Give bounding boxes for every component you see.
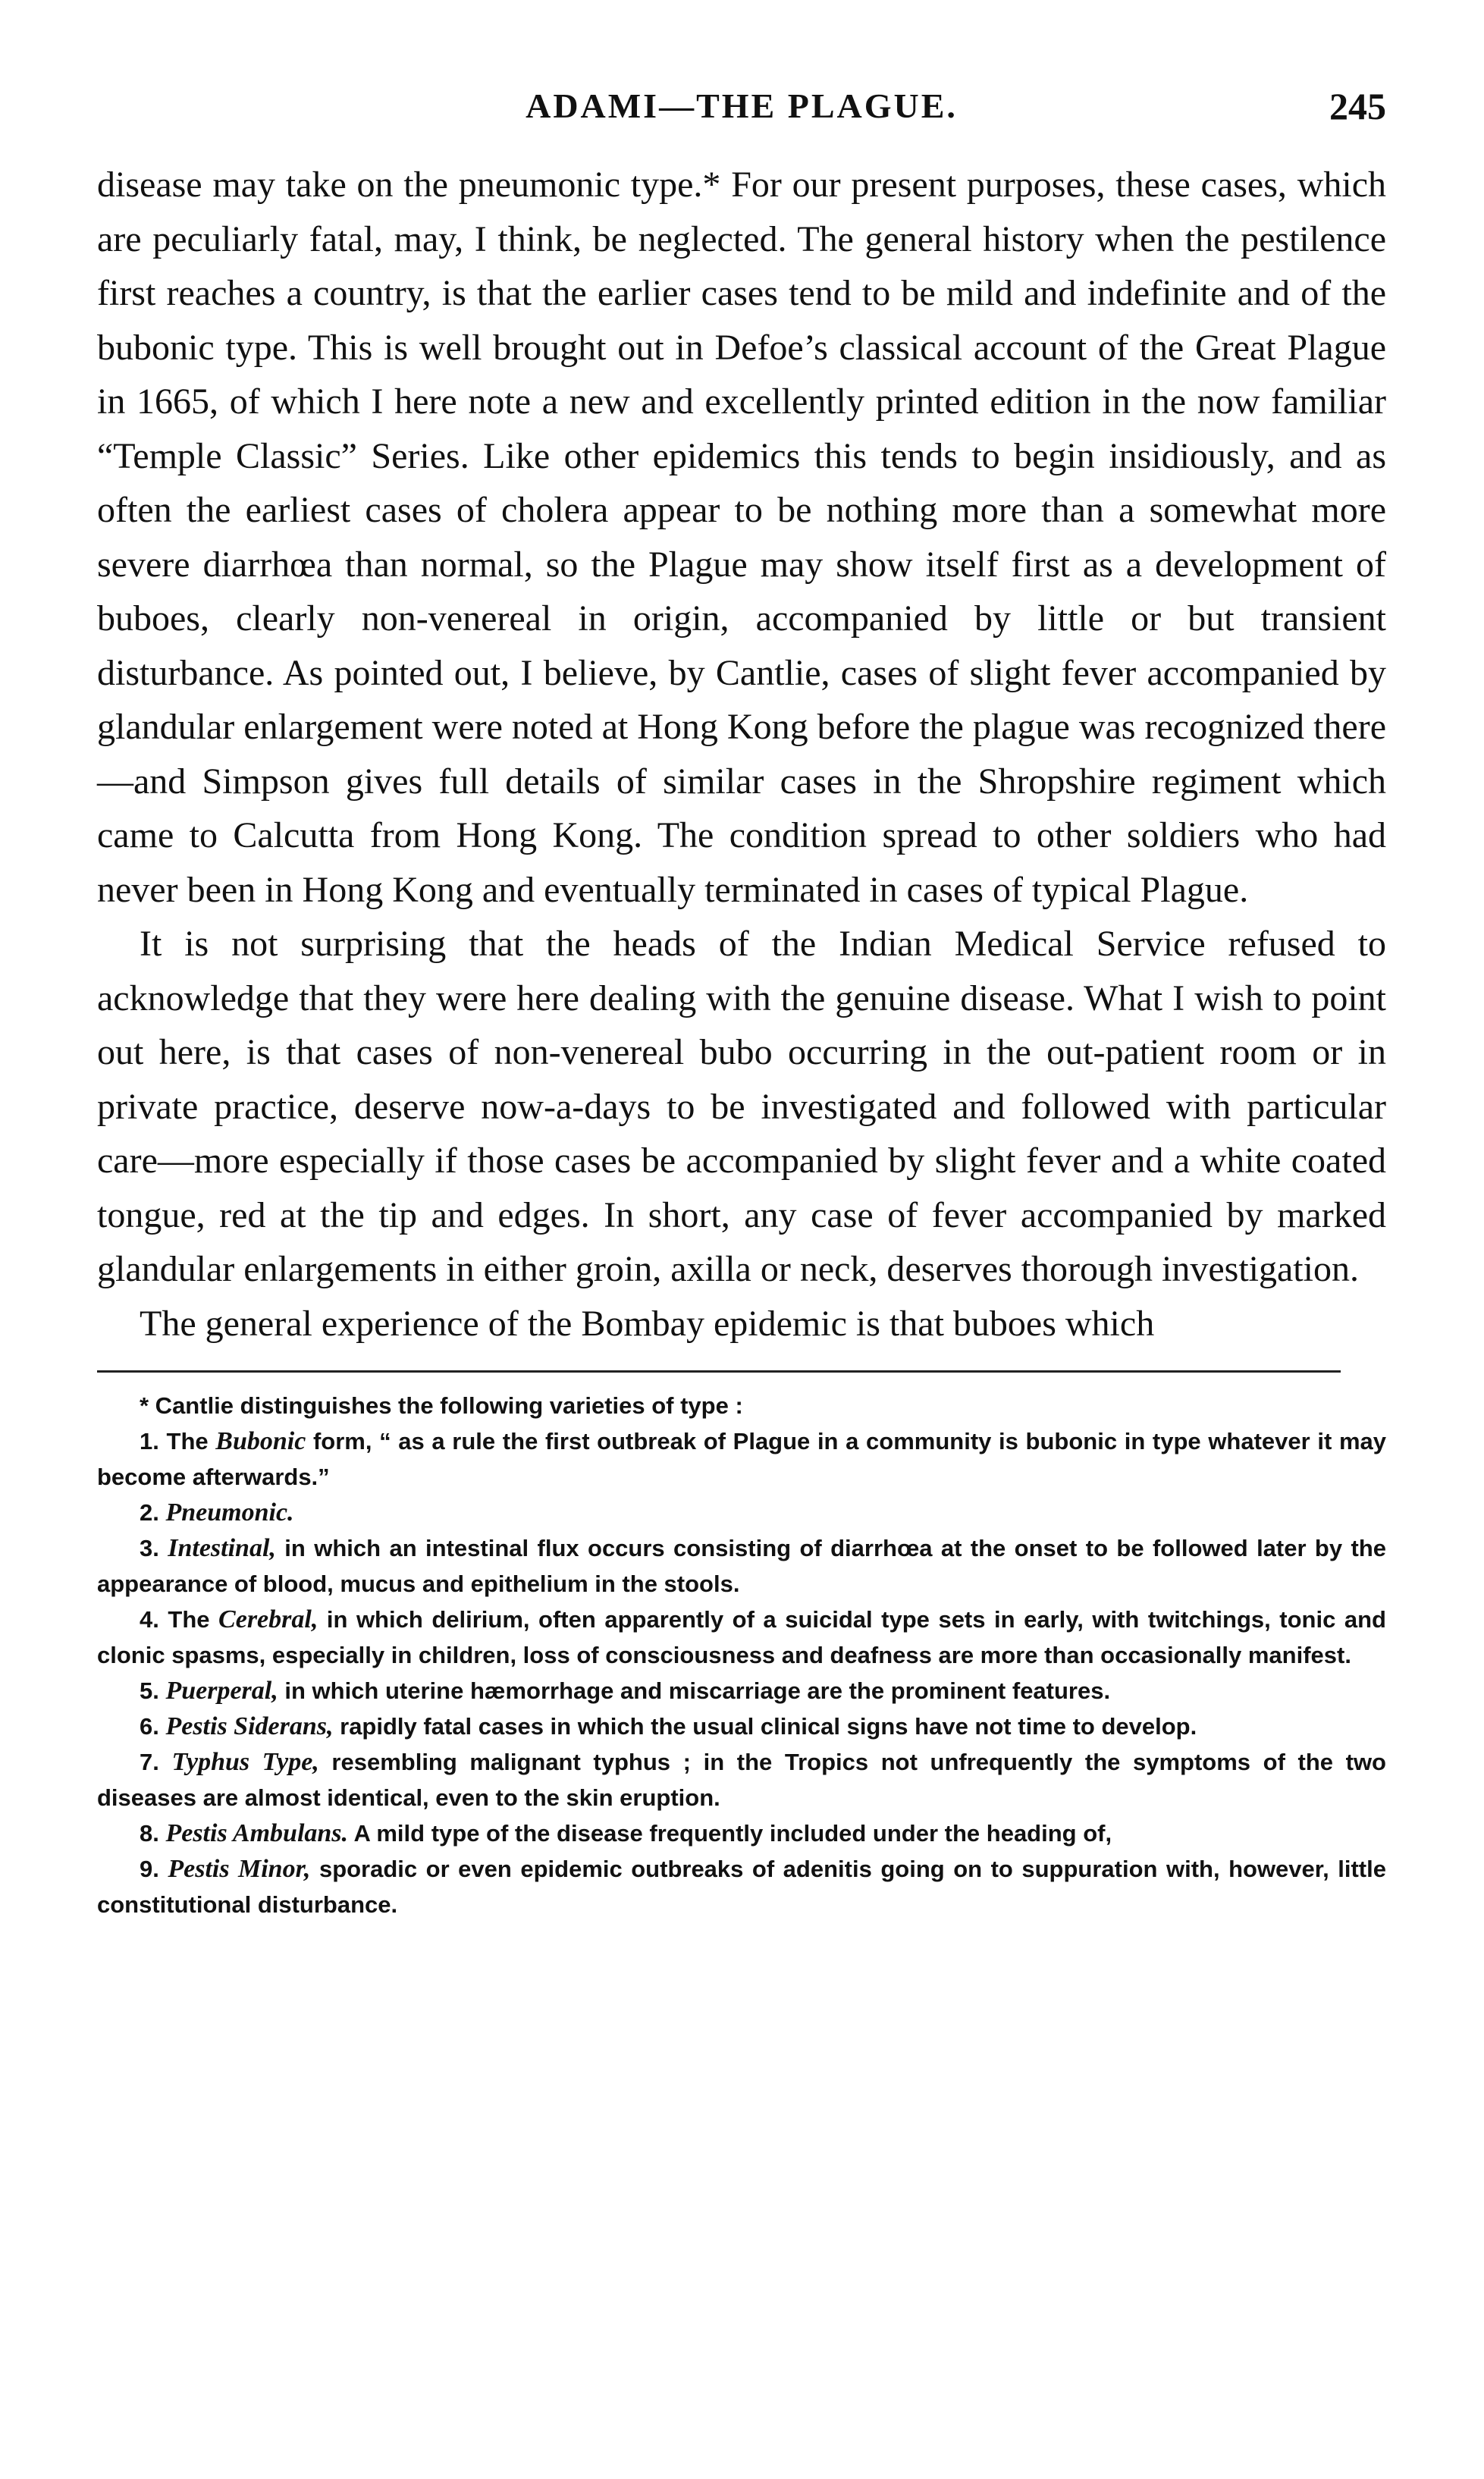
footnote-item [97, 1495, 1386, 1530]
footnote-number: 5. [140, 1677, 166, 1704]
footnote-text: form, “ as a rule the first outbreak of Plague in a community is bubonic in type whatever it may become afterwards.” [97, 1428, 1386, 1490]
footnote-term: Pestis Minor, [168, 1855, 311, 1883]
footnote-text: in which delirium, often apparently of a suicidal type sets in early, with twitchings, tonic and clonic spasms, especially in children, loss of consciousness and deafness are more than occasionally manifest. [97, 1606, 1386, 1668]
running-title: ADAMI—THE PLAGUE. [526, 86, 958, 125]
footnote-text: resembling malignant typhus ; in the Tropics not unfrequently the symptoms of the two diseases are almost identical, even to the skin eruption. [97, 1749, 1386, 1811]
footnote-text: in which uterine hæmorrhage and miscarriage are the prominent features. [278, 1677, 1111, 1704]
footnote-number: 7. [140, 1749, 172, 1775]
paragraph-3: The general experience of the Bombay epidemic is that buboes which [140, 1303, 1155, 1344]
page-number: 245 [1329, 85, 1386, 127]
footnote-term: Pestis Siderans, [165, 1712, 334, 1740]
footnote-text: A mild type of the disease frequently included under the heading of, [348, 1820, 1112, 1847]
footnote-number: 1. The [140, 1428, 216, 1454]
footnote-item [97, 1815, 1386, 1851]
footnote-rule [97, 1370, 1341, 1373]
running-head [97, 76, 1386, 137]
footnote-term: Typhus Type, [171, 1748, 319, 1776]
footnote-number: 9. [140, 1856, 168, 1882]
footnote-term: Pestis Ambulans. [165, 1819, 349, 1847]
footnote-term: Intestinal, [168, 1534, 276, 1562]
footnote-number: 8. [140, 1820, 166, 1847]
footnote-item [97, 1744, 1386, 1815]
footnote-term: Pneumonic. [165, 1498, 294, 1527]
footnote-item [97, 1709, 1386, 1744]
footnote-number: 6. [140, 1713, 166, 1740]
footnote-number: 3. [140, 1535, 168, 1561]
footnote-item [97, 1530, 1386, 1602]
footnote-item [97, 1602, 1386, 1673]
footnote-text: rapidly fatal cases in which the usual clinical signs have not time to develop. [333, 1713, 1197, 1740]
footnote-item [97, 1423, 1386, 1495]
footnote-text: sporadic or even epidemic outbreaks of adenitis going on to suppuration with, however, little constitutional disturbance. [97, 1856, 1386, 1918]
paragraph-2: It is not surprising that the heads of the Indian Medical Service refused to acknowledge that they were here dealing with the genuine disease. What I wish to point out here, is that cases of non-venereal bubo occurring in the out-patient room or in private practice, deserve now-a-days to be investigated and followed with particular care—more especially if those cases be accompanied by slight fever and a white coated tongue, red at the tip and edges. In short, any case of fever accompanied by marked glandular enlargements in either groin, axilla or neck, deserves thorough investigation. [97, 924, 1386, 1289]
footnote-number: 2. [140, 1499, 166, 1526]
footnote-item [97, 1851, 1386, 1922]
footnote-term: Puerperal, [165, 1677, 278, 1705]
footnote-term: Bubonic [215, 1427, 306, 1455]
footnote-term: Cerebral, [218, 1605, 318, 1633]
footnote-item [97, 1673, 1386, 1709]
body-text [97, 158, 1386, 1351]
footnote-intro: * Cantlie distinguishes the following varieties of type : [140, 1392, 743, 1419]
footnote-number: 4. The [140, 1606, 219, 1633]
footnote-text: in which an intestinal flux occurs consisting of diarrhœa at the onset to be followed later by the appearance of blood, mucus and epithelium in the stools. [97, 1535, 1386, 1597]
footnotes [97, 1388, 1386, 1922]
book-page [97, 76, 1386, 1922]
paragraph-1: disease may take on the pneumonic type.* For our present purposes, these cases, which are peculiarly fatal, may, I think, be neglected. The general history when the pestilence first reaches a country, is that the earlier cases tend to be mild and indefinite and of the bubonic type. This is well brought out in Defoe’s classical account of the Great Plague in 1665, of which I here note a new and excellently printed edition in the now familiar “Temple Classic” Series. Like other epidemics this tends to begin insidiously, and as often the earliest cases of cholera appear to be nothing more than a somewhat more severe diarrhœa than normal, so the Plague may show itself first as a development of buboes, clearly non-venereal in origin, accompanied by little or but transient disturbance. As pointed out, I believe, by Cantlie, cases of slight fever accompanied by glandular enlargement were noted at Hong Kong before the plague was recognized there—and Simpson gives full details of similar cases in the Shropshire regiment which came to Calcutta from Hong Kong. The condition spread to other soldiers who had never been in Hong Kong and eventually terminated in cases of typical Plague. [97, 165, 1386, 910]
